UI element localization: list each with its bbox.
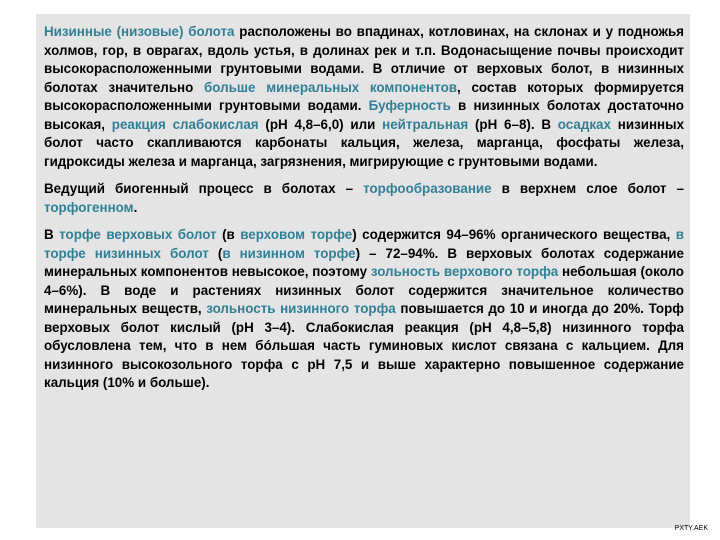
footer-label: PXTY.AEK xyxy=(674,525,708,532)
term-weakly-acidic-reaction: реакция слабокислая xyxy=(111,116,259,132)
text-segment: (pH 4,8–6,0) или xyxy=(258,116,383,132)
text-segment: в верхнем слое болот – xyxy=(491,181,684,196)
term-lowland-peat-ash-content: зольность низинного торфа xyxy=(206,301,396,316)
term-upland-peat: верховом торфе xyxy=(240,227,353,242)
text-segment: в низинных болотах достаточно высокая, xyxy=(44,98,684,132)
text-segment: ) содержится 94–96% органического вещества, xyxy=(352,227,676,242)
paragraph-lowland-bogs xyxy=(44,23,684,171)
term-lowland-peat: в низинном торфе xyxy=(222,245,356,261)
paragraph-peat-formation xyxy=(44,180,684,217)
text-segment: расположены во впадинах, котловинах, на склонах и у подножья холмов, гор, в оврагах, вдоль устья, в долинах рек и т.п. Водонасыщение почвы происходит высокорасположенными грунтовыми водами. В отличие от верховых болот, в низинных болотах значительно xyxy=(44,24,684,95)
paragraph-peat-composition xyxy=(44,226,684,393)
text-segment: повышается до 10 и иногда до 20%. Торф верховых болот кислый (pH 3–4). Слабокислая реакция (pH 4,8–5,8) низинного торфа обусловлена тем, что в нем бóльшая часть гуминовых кислот связана с кальцием. Для низинного высокозольного торфа с pH 7,5 и выше характерно повышенное содержание кальция (10% и больше). xyxy=(44,301,684,390)
term-lowland-bog-peat: в торфе низинных болот xyxy=(44,227,684,261)
text-segment: (в xyxy=(216,227,241,242)
term-upland-peat-ash-content: зольность верхового торфа xyxy=(370,264,559,279)
text-segment: В xyxy=(44,227,60,242)
text-segment: , состав которых формируется высокорасположенными грунтовыми водами. xyxy=(44,79,685,113)
term-buffering: Буферность xyxy=(368,98,451,113)
body-text xyxy=(44,23,684,402)
term-more-mineral-components: больше минеральных компонентов xyxy=(204,79,458,95)
text-segment: . xyxy=(133,199,138,215)
term-neutral: нейтральная xyxy=(382,116,469,132)
text-segment: Ведущий биогенный процесс в болотах – xyxy=(44,181,364,196)
term-peatogenic-layer: торфогенном xyxy=(44,199,134,215)
text-segment: ( xyxy=(208,245,223,261)
text-segment: (pH 6–8). В xyxy=(468,116,558,132)
term-sediments: осадках xyxy=(557,116,611,132)
text-segment: ) – 72–94%. В верховых болотах содержание минеральных компонентов невысокое, поэтому xyxy=(44,245,684,279)
term-lowland-bogs: Низинные (низовые) болота xyxy=(44,24,235,39)
text-segment: низинных болот часто скапливаются карбонаты кальция, железа, марганца, фосфаты железа, гидроксиды железа и марганца, загрязнения, мигрирующие с грунтовыми водами. xyxy=(44,116,685,169)
term-peat-formation: торфообразование xyxy=(363,181,492,196)
term-upland-bog-peat: торфе верховых болот xyxy=(59,227,217,242)
text-segment: небольшая (около 4–6%). В воде и растениях низинных болот содержится значительное количество минеральных веществ, xyxy=(44,264,684,316)
